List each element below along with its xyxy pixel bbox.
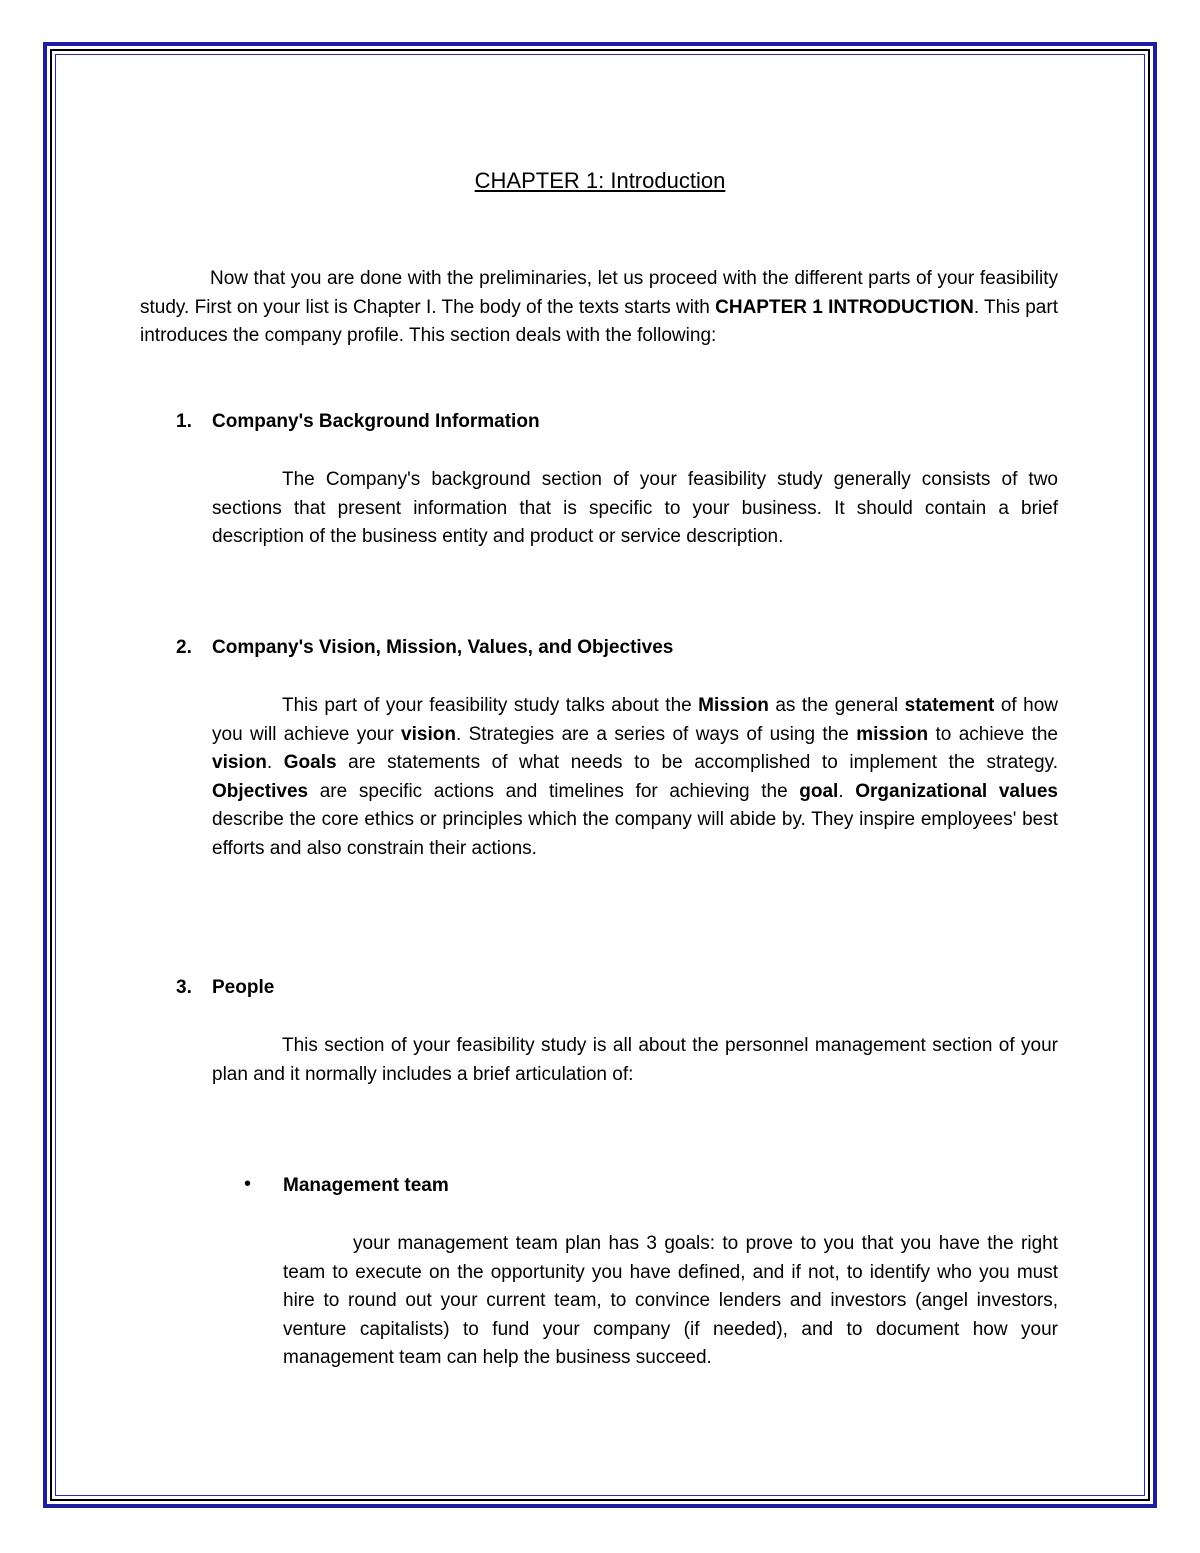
section-3-number: 3. bbox=[176, 977, 192, 998]
section-2-heading: Company's Vision, Mission, Values, and Objectives bbox=[212, 637, 674, 658]
section-2-body: This part of your feasibility study talks about the Mission as the general statement of how you will achieve your vision. Strategies are a series of ways of using the mission to achieve the vision. Goals are statements of what needs to be accomplished to implement the strategy. Objectives are specific actions and timelines for achieving the goal. Organizational values describe the core ethics or principles which the company will abide by. They inspire employees' best efforts and also constrain their actions. bbox=[212, 695, 1058, 859]
bullet-symbol: • bbox=[244, 1173, 252, 1195]
section-3-heading: People bbox=[212, 977, 275, 998]
intro-paragraph: Now that you are done with the preliminaries, let us proceed with the different parts of your feasibility study. First on your list is Chapter I. The body of the texts starts with CHAPTER 1 INTRODUCTION. This part introduces the company profile. This section deals with the following: bbox=[140, 268, 1058, 346]
bullet-body-management-team: your management team plan has 3 goals: to prove to you that you have the right team to execute on the opportunity you have defined, and if not, to identify who you must hire to round out your current team, to convince lenders and investors (angel investors, venture capitalists) to fund your company (if needed), and to document how your management team can help the business succeed. bbox=[283, 1233, 1058, 1368]
bullet-heading-management-team: Management team bbox=[283, 1175, 449, 1196]
section-1-body: The Company's background section of your feasibility study generally consists of two sections that present information that is specific to your business. It should contain a brief description of the business entity and product or service description. bbox=[212, 469, 1058, 547]
section-1-number: 1. bbox=[176, 411, 192, 432]
section-3-body: This section of your feasibility study is all about the personnel management section of your plan and it normally includes a brief articulation of: bbox=[212, 1035, 1058, 1085]
page-title: CHAPTER 1: Introduction bbox=[474, 168, 726, 193]
section-1-heading: Company's Background Information bbox=[212, 411, 540, 432]
section-2-number: 2. bbox=[176, 637, 192, 658]
